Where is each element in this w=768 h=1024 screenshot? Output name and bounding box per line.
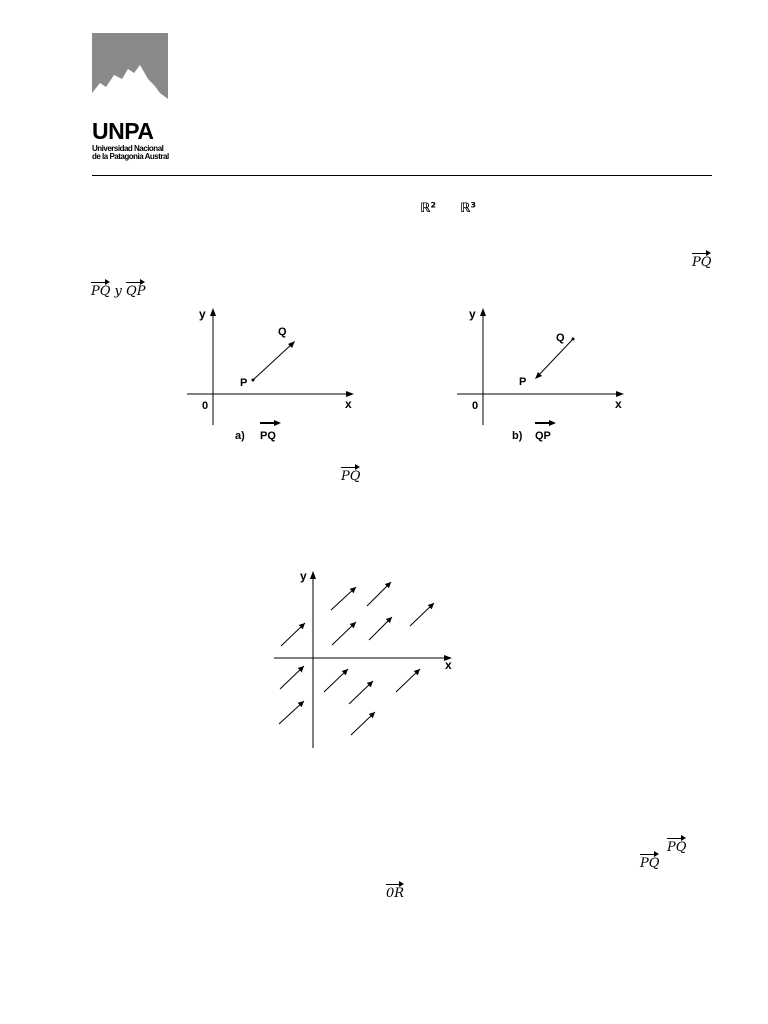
header-rule [92,175,712,176]
unpa-logo [92,33,170,165]
vector-pq-label: PQ [692,255,712,270]
fig-b-x-label: x [615,397,622,411]
vector-pq-inline: PQ [341,469,361,484]
vector-pq-bottom-2: PQ [640,856,660,871]
fig-a-q-label: Q [278,326,287,338]
vector-or: 0R [386,886,405,901]
fig-b-caption-vector: QP [535,430,551,442]
r2-symbol: ℝ² [420,201,437,216]
fig-b-q-label: Q [556,332,565,344]
vector-pq: PQ [91,284,111,299]
fig-a-y-label: y [199,307,206,321]
fig-a-caption-prefix: a) [235,430,245,442]
logo-subtitle-line1: Universidad Nacional [92,144,164,153]
fig-b-caption-prefix: b) [512,430,523,442]
vector-pq-bottom-1: PQ [667,840,687,855]
fig-c-y-label: y [300,569,307,583]
fig-b-y-label: y [469,307,476,321]
fig-a-caption-vector: PQ [260,430,276,442]
figure-equivalent-vectors [270,568,470,753]
logo-wordmark: UNPA [92,118,154,144]
conjunction-y: y [114,284,122,299]
vector-pq-y-qp [91,284,145,299]
fig-a-x-label: x [345,397,352,411]
figure-a-vector-pq [185,305,365,445]
figure-b-vector-qp [455,305,635,445]
fig-a-p-label: P [240,377,248,389]
r3-symbol: ℝ³ [460,201,477,216]
mountain-logo-icon [92,33,168,107]
vector-qp: QP [126,284,146,299]
fig-c-x-label: x [445,658,452,672]
fig-b-p-label: P [519,376,527,388]
fig-a-origin-label: 0 [202,400,209,412]
logo-subtitle-line2: de la Patagonia Austral [92,152,169,161]
fig-b-origin-label: 0 [472,400,479,412]
